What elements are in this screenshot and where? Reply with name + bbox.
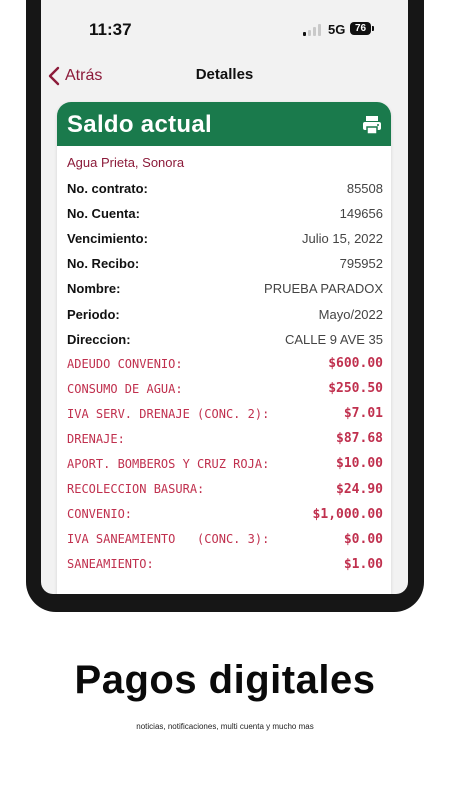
nav-bar bbox=[41, 58, 408, 94]
battery-cap bbox=[372, 26, 374, 31]
detail-label: Direccion: bbox=[67, 331, 131, 347]
balance-card bbox=[57, 102, 391, 594]
charge-amount: $0.00 bbox=[343, 531, 383, 547]
charge-list bbox=[67, 351, 383, 577]
charge-row bbox=[67, 476, 383, 501]
location-label: Agua Prieta, Sonora bbox=[67, 155, 185, 170]
detail-value: PRUEBA PARADOX bbox=[264, 281, 383, 297]
charge-amount: $600.00 bbox=[328, 356, 383, 372]
promo-title: Pagos digitales bbox=[74, 658, 376, 702]
detail-row bbox=[67, 226, 383, 251]
detail-value: Julio 15, 2022 bbox=[302, 231, 383, 247]
detail-label: No. Recibo: bbox=[67, 256, 140, 272]
detail-value: Mayo/2022 bbox=[318, 306, 383, 322]
charge-amount: $7.01 bbox=[343, 406, 383, 422]
charge-row bbox=[67, 527, 383, 552]
status-time: 11:37 bbox=[89, 20, 132, 39]
detail-row bbox=[67, 276, 383, 301]
detail-value: 149656 bbox=[339, 206, 383, 222]
promo-subtitle: noticias, notificaciones, multi cuenta y mucho mas bbox=[136, 722, 314, 731]
status-bar bbox=[41, 0, 408, 54]
charge-row bbox=[67, 451, 383, 476]
detail-row bbox=[67, 201, 383, 226]
charge-row bbox=[67, 401, 383, 426]
charge-label: APORT. BOMBEROS Y CRUZ ROJA: bbox=[67, 456, 270, 471]
charge-label: DRENAJE: bbox=[67, 431, 125, 446]
charge-row bbox=[67, 502, 383, 527]
detail-label: Nombre: bbox=[67, 281, 121, 297]
detail-row bbox=[67, 251, 383, 276]
back-label: Atrás bbox=[65, 67, 103, 84]
charge-amount: $1,000.00 bbox=[312, 506, 383, 522]
charge-label: ADEUDO CONVENIO: bbox=[67, 356, 183, 371]
signal-icon bbox=[303, 24, 323, 36]
detail-label: Periodo: bbox=[67, 306, 120, 322]
charge-label: CONSUMO DE AGUA: bbox=[67, 381, 183, 396]
charge-amount: $10.00 bbox=[336, 456, 383, 472]
detail-row bbox=[67, 327, 383, 352]
detail-row bbox=[67, 301, 383, 326]
charge-label: SANEAMIENTO: bbox=[67, 557, 154, 572]
print-button[interactable] bbox=[361, 114, 383, 136]
detail-label: Vencimiento: bbox=[67, 231, 148, 247]
charge-amount: $1.00 bbox=[343, 556, 383, 572]
charge-amount: $87.68 bbox=[336, 431, 383, 447]
detail-value: CALLE 9 AVE 35 bbox=[284, 331, 383, 347]
charge-label: IVA SANEAMIENTO (CONC. 3): bbox=[67, 532, 270, 547]
charge-amount: $250.50 bbox=[328, 381, 383, 397]
detail-list bbox=[67, 176, 383, 352]
charge-row bbox=[67, 351, 383, 376]
charge-row bbox=[67, 376, 383, 401]
charge-row bbox=[67, 552, 383, 577]
app-screen bbox=[41, 0, 408, 594]
detail-label: No. Cuenta: bbox=[67, 206, 140, 222]
page-title: Detalles bbox=[195, 66, 254, 83]
detail-value: 795952 bbox=[339, 256, 383, 272]
card-header bbox=[57, 102, 391, 146]
print-icon bbox=[361, 114, 383, 136]
charge-amount: $24.90 bbox=[336, 481, 383, 497]
charge-label: CONVENIO: bbox=[67, 507, 133, 522]
detail-value: 85508 bbox=[346, 181, 383, 197]
detail-row bbox=[67, 176, 383, 201]
charge-label: RECOLECCION BASURA: bbox=[67, 482, 205, 497]
card-title: Saldo actual bbox=[67, 111, 212, 138]
battery-icon: 76 bbox=[350, 22, 371, 35]
charge-row bbox=[67, 426, 383, 451]
network-label: 5G bbox=[328, 22, 346, 37]
detail-label: No. contrato: bbox=[67, 181, 148, 197]
charge-label: IVA SERV. DRENAJE (CONC. 2): bbox=[67, 406, 270, 421]
